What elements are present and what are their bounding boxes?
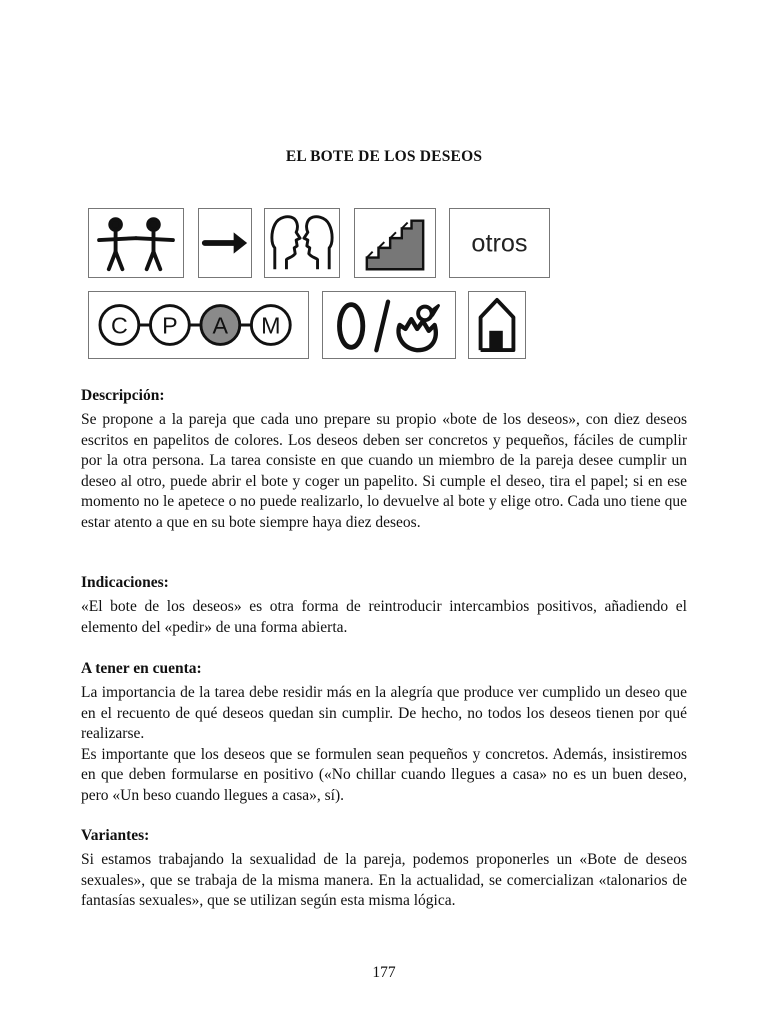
arrow-right-icon xyxy=(199,209,251,277)
cpam-letter-p: P xyxy=(162,312,178,339)
cpam-letter-a: A xyxy=(212,312,229,339)
section-paragraph: La importancia de la tarea debe residir más en la alegría que produce ver cumplido un deseo que en el recuento de qué deseos quedan sin cumplir. De hecho, no todos los deseos tienen por qué realizarse. xyxy=(81,684,687,742)
stairs-pictogram xyxy=(354,208,436,278)
section-a-tener-en-cuenta xyxy=(81,660,687,806)
section-paragraph: «El bote de los deseos» es otra forma de reintroducir intercambios positivos, añadiendo el elemento del «pedir» de una forma abierta. xyxy=(81,598,687,636)
section-descripcion xyxy=(81,387,687,533)
stairs-icon xyxy=(355,209,435,277)
section-heading: A tener en cuenta: xyxy=(81,660,202,677)
section-indicaciones xyxy=(81,574,687,638)
page-title: EL BOTE DE LOS DESEOS xyxy=(285,148,483,165)
section-paragraph: Si estamos trabajando la sexualidad de la pareja, podemos proponerles un «Bote de deseos sexuales», que se trabaja de la misma manera. En la actualidad, se comercializan «talonarios de fantasías sexuales», que se utilizan según esta misma lógica. xyxy=(81,851,687,909)
faces-pictogram xyxy=(264,208,340,278)
section-heading: Variantes: xyxy=(81,827,150,844)
cpam-letter-c: C xyxy=(110,312,128,339)
otros-pictogram xyxy=(449,208,550,278)
otros-label: otros xyxy=(471,229,528,258)
arrow-pictogram xyxy=(198,208,252,278)
section-variantes xyxy=(81,827,687,912)
otros-icon xyxy=(450,209,549,277)
page-number: 177 xyxy=(372,964,396,981)
cpam-pictogram xyxy=(88,291,309,359)
section-heading: Descripción: xyxy=(81,387,165,404)
couple-pictogram xyxy=(88,208,184,278)
couple-icon xyxy=(89,209,183,277)
section-heading: Indicaciones: xyxy=(81,574,169,591)
section-paragraph: Se propone a la pareja que cada uno prepare su propio «bote de los deseos», con diez deseos escritos en papelitos de colores. Los deseos deben ser concretos y pequeños, fáciles de cumplir por la otra persona. La tarea consiste en que cuando un miembro de la pareja desee cumplir un deseo al otro, puede abrir el bote y coger un papelito. Si cumple el deseo, tira el papel; si en ese momento no le apetece o no puede realizarlo, lo devuelve al bote y elige otro. Cada uno tiene que estar atento a que en su bote siempre haya diez deseos. xyxy=(81,411,687,531)
egg-hatching-icon xyxy=(323,292,455,358)
cpam-icon xyxy=(89,292,308,358)
section-paragraph: Es importante que los deseos que se formulen sean pequeños y concretos. Además, insistiremos en que deben formularse en positivo («No chillar cuando llegues a casa» no es un buen deseo, pero «Un beso cuando llegues a casa», sí). xyxy=(81,745,687,804)
egg-chick-pictogram xyxy=(322,291,456,359)
house-icon xyxy=(469,292,525,358)
cpam-letter-m: M xyxy=(261,312,281,339)
two-faces-icon xyxy=(265,209,339,277)
house-pictogram xyxy=(468,291,526,359)
